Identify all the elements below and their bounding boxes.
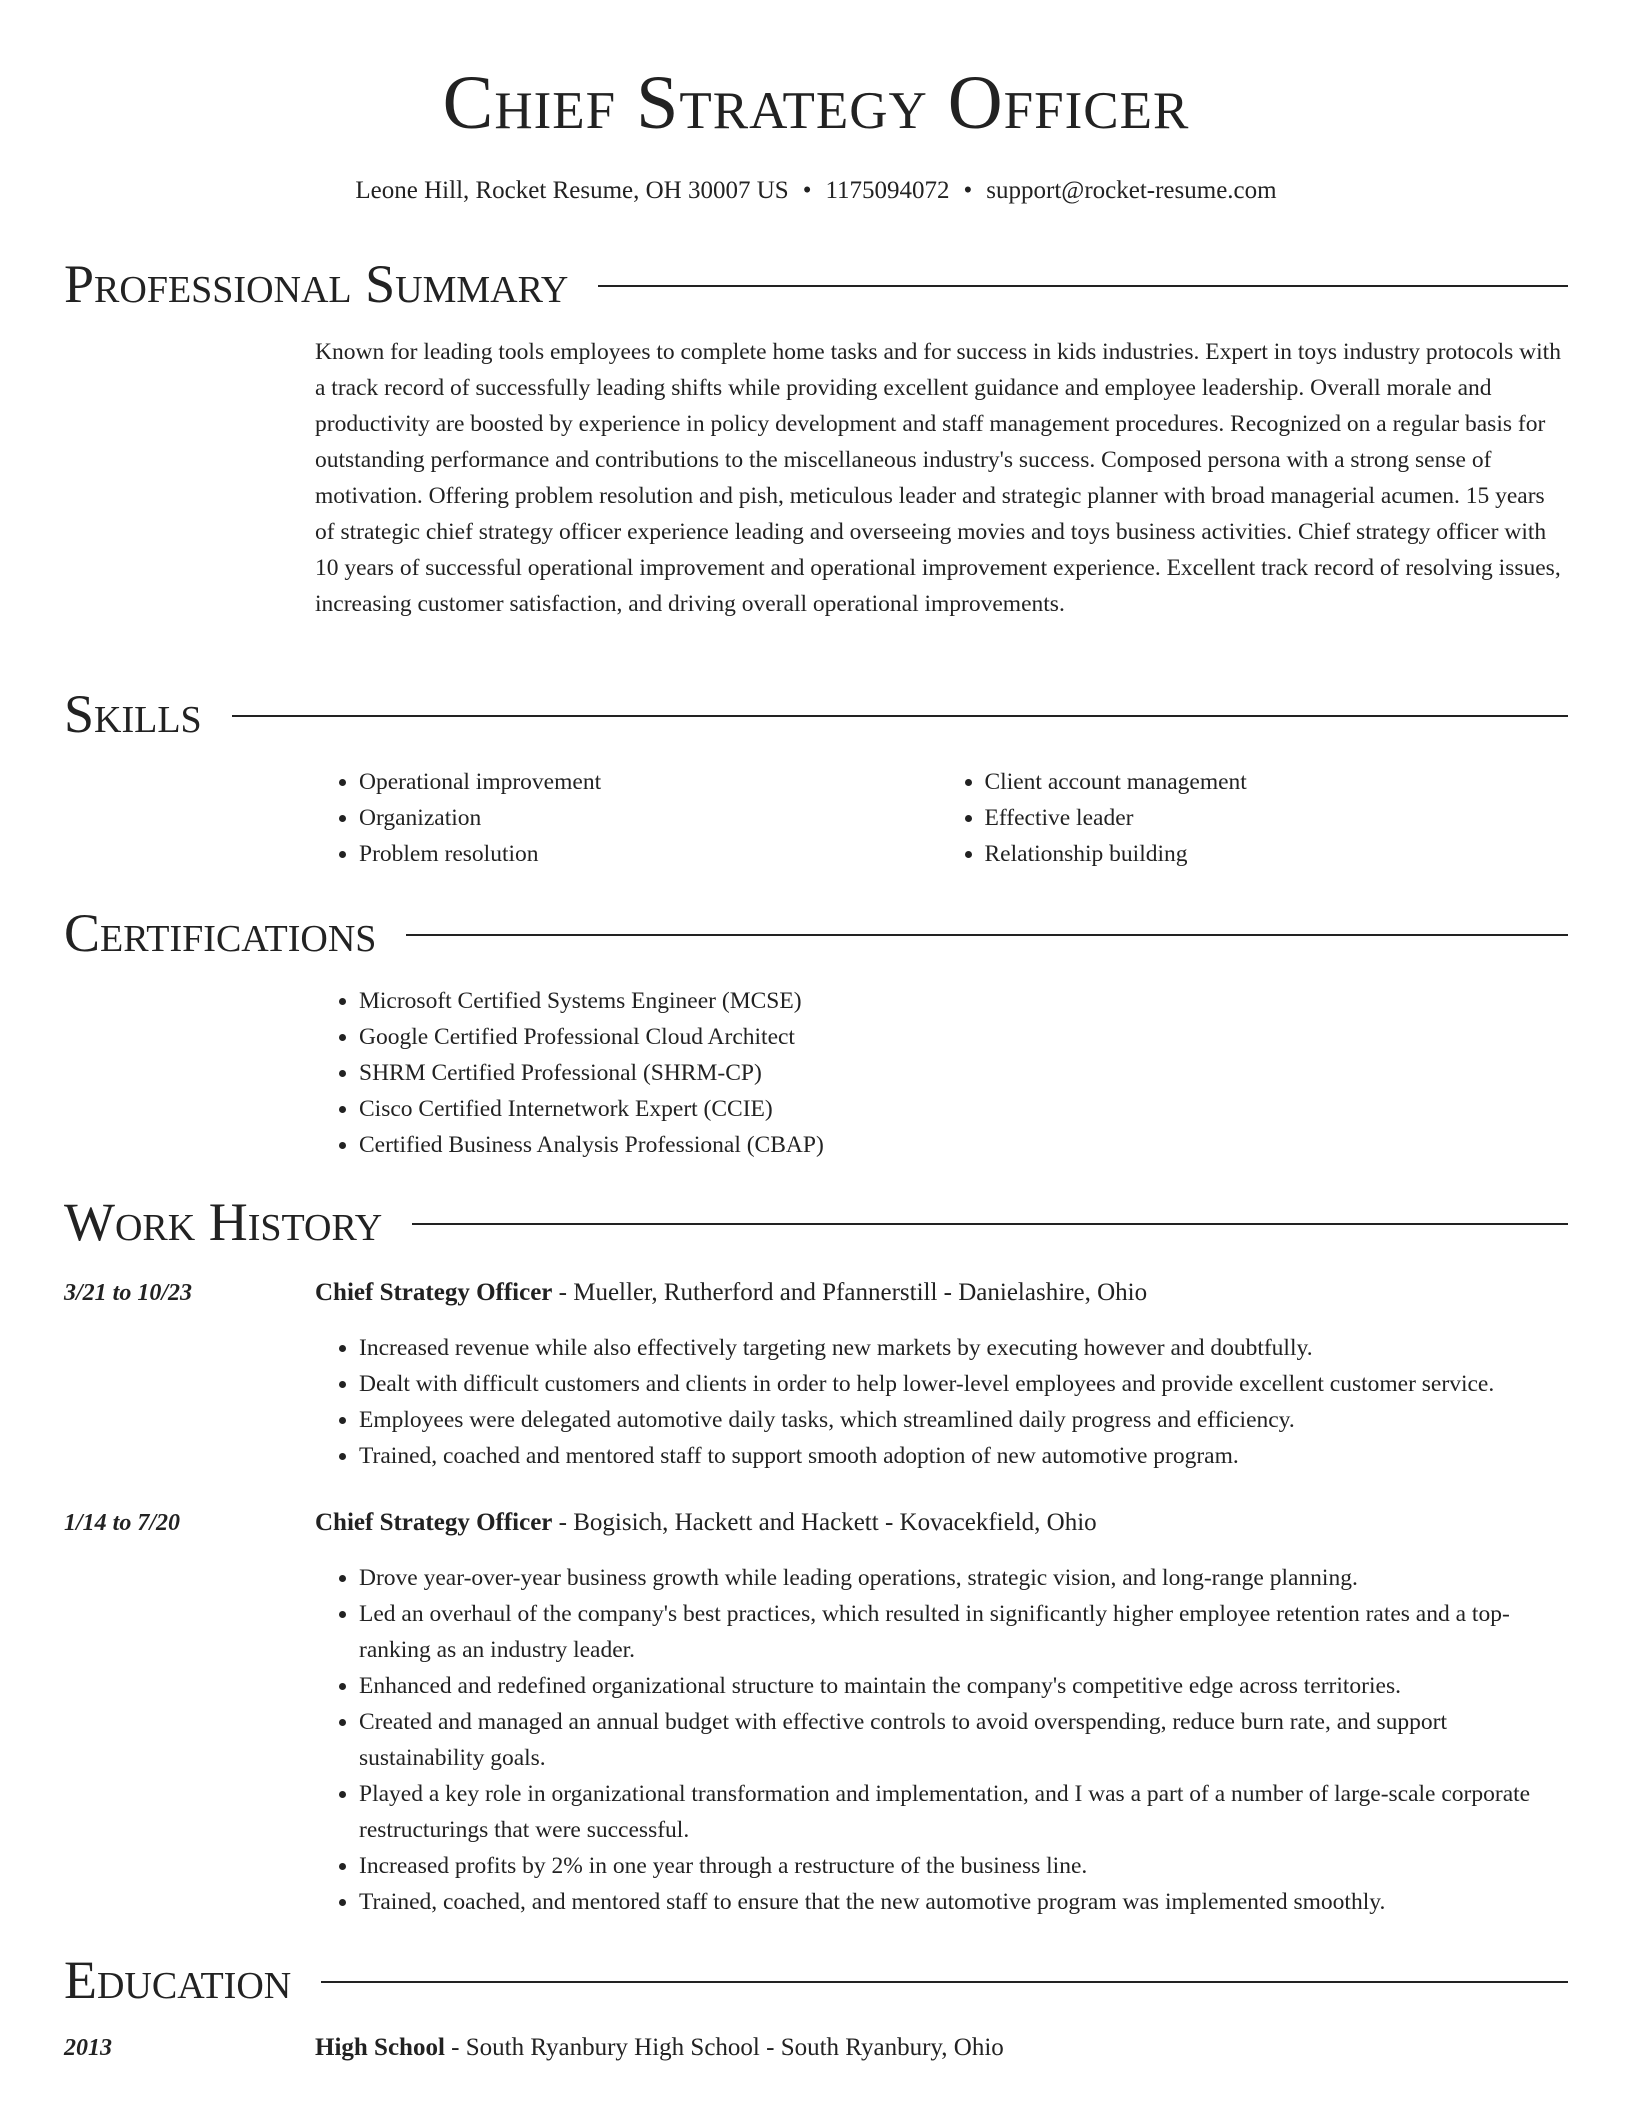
work-heading: Work History (64, 1192, 383, 1252)
job-bullets (315, 1560, 1566, 1920)
job-heading (315, 1505, 1566, 1541)
certification-item: • Cisco Certified Internetwork Expert (CCIE) (359, 1091, 1566, 1127)
certifications-list (315, 983, 1566, 1163)
job-title: Chief Strategy Officer (315, 1509, 553, 1536)
job-bullet: • Increased revenue while also effectively targeting new markets by executing however and doubtfully. (359, 1330, 1566, 1366)
skill-item: • Organization (359, 800, 941, 836)
certification-item: • Microsoft Certified Systems Engineer (MCSE) (359, 983, 1566, 1019)
contact-separator: • (802, 177, 812, 204)
summary-text: Known for leading tools employees to complete home tasks and for success in kids industries. Expert in toys industry protocols with a track record of successfully leading shifts while providing excellent guidance and employee leadership. Overall morale and productivity are boosted by experience in policy development and staff management procedures. Recognized on a regular basis for outstanding performance and contributions to the miscellaneous industry's success. Composed persona with a strong sense of motivation. Offering problem resolution and pish, meticulous leader and strategic planner with broad managerial acumen. 15 years of strategic chief strategy officer experience leading and overseeing movies and toys business activities. Chief strategy officer with 10 years of successful operational improvement and operational improvement experience. Excellent track record of resolving issues, increasing customer satisfaction, and driving overall operational improvements. (315, 339, 1561, 617)
education-degree: High School (315, 2034, 445, 2061)
education-year: 2013 (64, 2035, 112, 2061)
skills-column-left (315, 764, 941, 872)
job-details: - Mueller, Rutherford and Pfannerstill - Danielashire, Ohio (552, 1279, 1148, 1306)
contact-line (0, 174, 1632, 208)
job-bullet: • Trained, coached and mentored staff to support smooth adoption of new automotive program. (359, 1438, 1566, 1474)
certifications-heading: Certifications (64, 903, 377, 963)
summary-heading: Professional Summary (64, 254, 569, 314)
job-bullet: • Enhanced and redefined organizational structure to maintain the company's competitive edge across territories. (359, 1668, 1566, 1704)
certification-item: • SHRM Certified Professional (SHRM-CP) (359, 1055, 1566, 1091)
education-heading: Education (64, 1950, 292, 2010)
job-bullets (315, 1330, 1566, 1474)
skill-item: • Client account management (985, 764, 1567, 800)
contact-separator: • (963, 177, 973, 204)
skills-column-right (941, 764, 1567, 872)
job-dates: 1/14 to 7/20 (64, 1510, 181, 1536)
job-bullet: • Led an overhaul of the company's best practices, which resulted in significantly higher employee retention rates and a top-ranking as an industry leader. (359, 1596, 1566, 1668)
job-bullet: • Employees were delegated automotive daily tasks, which streamlined daily progress and efficiency. (359, 1402, 1566, 1438)
job-bullet: • Played a key role in organizational transformation and implementation, and I was a part of a number of large-scale corporate restructurings that were successful. (359, 1776, 1566, 1848)
skills-list (315, 764, 1566, 872)
job-heading (315, 1275, 1566, 1311)
skill-item: • Problem resolution (359, 836, 941, 872)
job-bullet: • Increased profits by 2% in one year through a restructure of the business line. (359, 1848, 1566, 1884)
summary-section-header (64, 254, 1568, 314)
skill-item: • Effective leader (985, 800, 1567, 836)
education-line (315, 2030, 1566, 2066)
contact-phone: 1175094072 (825, 177, 950, 204)
section-divider (232, 715, 1568, 717)
certifications-section-header (64, 903, 1568, 963)
certification-item: • Google Certified Professional Cloud Architect (359, 1019, 1566, 1055)
section-divider (412, 1223, 1568, 1225)
section-divider (321, 1981, 1568, 1983)
education-section-header (64, 1950, 1568, 2010)
resume-title: Chief Strategy Officer (442, 61, 1190, 145)
job-details: - Bogisich, Hackett and Hackett - Kovacekfield, Ohio (552, 1509, 1097, 1536)
contact-email: support@rocket-resume.com (986, 177, 1277, 204)
skills-heading: Skills (64, 684, 202, 744)
job-title: Chief Strategy Officer (315, 1279, 553, 1306)
job-bullet: • Dealt with difficult customers and clients in order to help lower-level employees and provide excellent customer service. (359, 1366, 1566, 1402)
skills-section-header (64, 684, 1568, 744)
section-divider (406, 934, 1568, 936)
certification-item: • Certified Business Analysis Professional (CBAP) (359, 1127, 1566, 1163)
section-divider (598, 285, 1568, 287)
job-bullet: • Created and managed an annual budget with effective controls to avoid overspending, reduce burn rate, and support sustainability goals. (359, 1704, 1566, 1776)
skill-item: • Operational improvement (359, 764, 941, 800)
education-details: - South Ryanbury High School - South Ryanbury, Ohio (444, 2034, 1004, 2061)
job-dates: 3/21 to 10/23 (64, 1280, 193, 1306)
skill-item: • Relationship building (985, 836, 1567, 872)
job-bullet: • Drove year-over-year business growth while leading operations, strategic vision, and long-range planning. (359, 1560, 1566, 1596)
job-bullet: • Trained, coached, and mentored staff to ensure that the new automotive program was implemented smoothly. (359, 1884, 1566, 1920)
contact-address: Leone Hill, Rocket Resume, OH 30007 US (355, 177, 789, 204)
work-section-header (64, 1192, 1568, 1252)
